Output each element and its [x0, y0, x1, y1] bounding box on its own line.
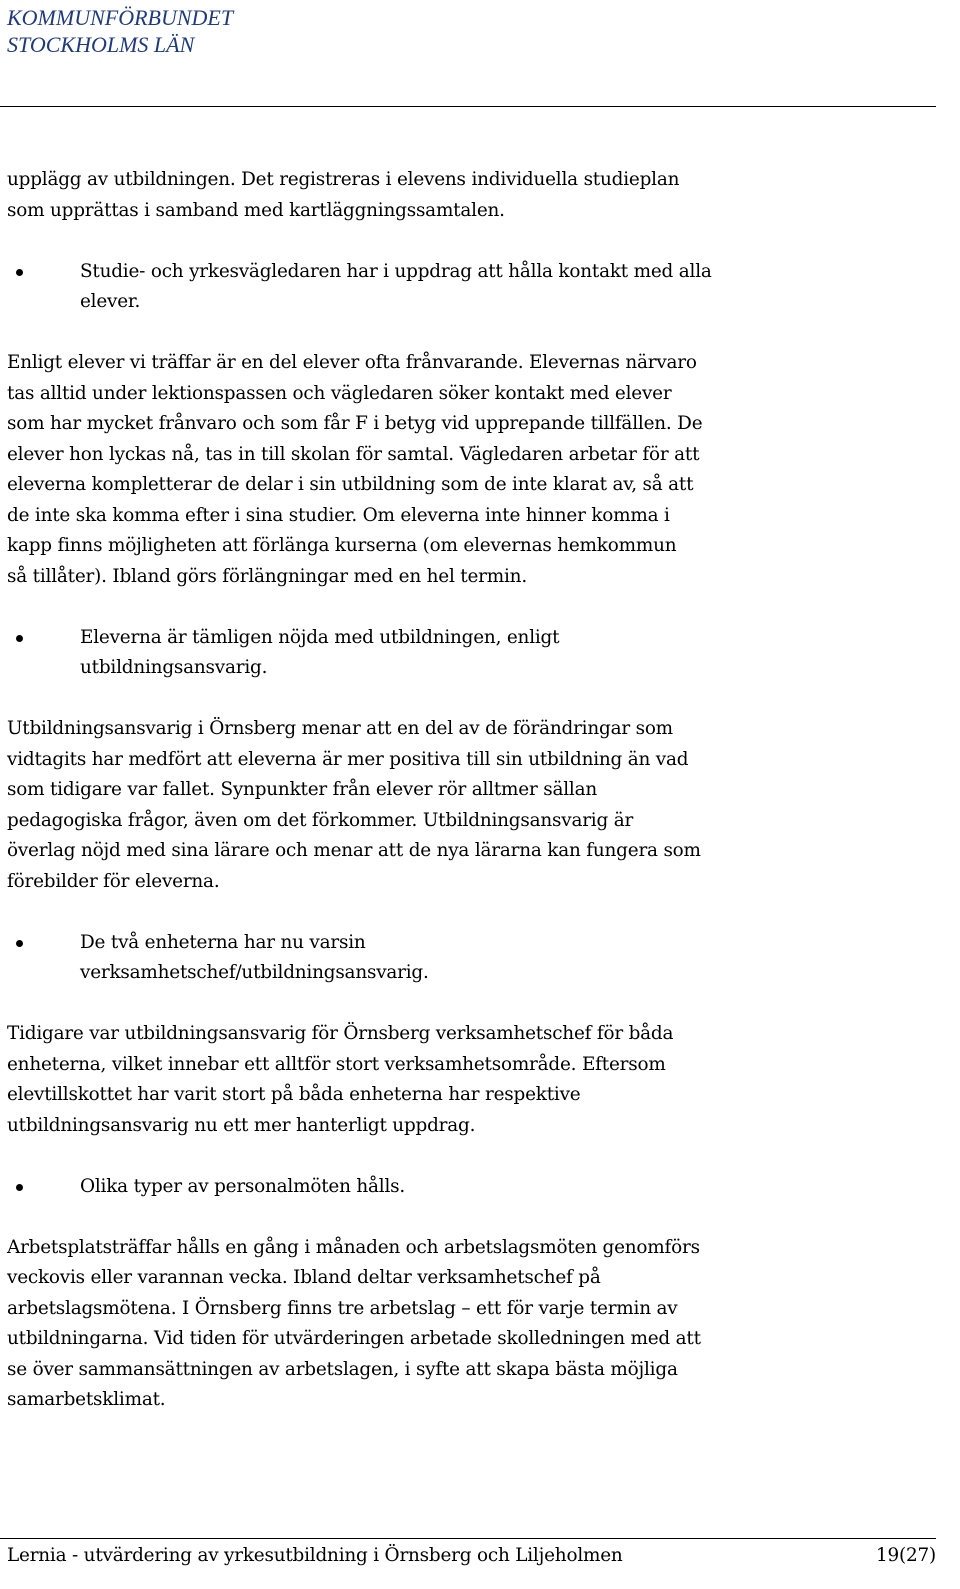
text-line: De två enheterna har nu varsin: [80, 931, 366, 953]
bullet-dot-icon: [16, 1184, 23, 1191]
text-line: pedagogiska frågor, även om det förkommer. Utbildningsansvarig är: [7, 809, 634, 831]
paragraph-previous-management: [7, 1019, 937, 1141]
text-line: överlag nöjd med sina lärare och menar att de nya lärarna kan fungera som: [7, 840, 701, 861]
text-line: verksamhetschef/utbildningsansvarig.: [80, 962, 429, 983]
text-line: så tillåter). Ibland görs förlängningar med en hel termin.: [7, 565, 527, 587]
text-line: se över sammansättningen av arbetslagen, i syfte att skapa bästa möjliga: [7, 1358, 678, 1380]
footer-page-number: 19(27): [876, 1545, 936, 1566]
text-line: som har mycket frånvaro och som får F i betyg vid upprepande tillfällen. De: [7, 413, 703, 434]
text-line: utbildningsansvarig.: [80, 657, 268, 678]
header-org-line-1: KOMMUNFÖRBUNDET: [7, 5, 234, 30]
text-line: kapp finns möjligheten att förlänga kurserna (om elevernas hemkommun: [7, 535, 677, 556]
text-line: eleverna kompletterar de delar i sin utbildning som de inte klarat av, så att: [7, 474, 694, 495]
bullet-dot-icon: [16, 940, 23, 947]
text-line: vidtagits har medfört att eleverna är mer positiva till sin utbildning än vad: [7, 748, 689, 770]
text-line: elever hon lyckas nå, tas in till skolan för samtal. Vägledaren arbetar för att: [7, 443, 700, 465]
text-line: de inte ska komma efter i sina studier. Om eleverna inte hinner komma i: [7, 504, 670, 526]
text-line: elever.: [80, 291, 141, 312]
text-line: samarbetsklimat.: [7, 1389, 166, 1410]
text-line: som tidigare var fallet. Synpunkter från elever rör alltmer sällan: [7, 779, 597, 800]
text-line: Arbetsplatsträffar hålls en gång i månaden och arbetslagsmöten genomförs: [7, 1236, 700, 1258]
text-line: Eleverna är tämligen nöjda med utbildningen, enligt: [80, 626, 560, 648]
text-line: enheterna, vilket innebar ett alltför stort verksamhetsområde. Eftersom: [7, 1053, 666, 1075]
text-line: utbildningsansvarig nu ett mer hanterligt uppdrag.: [7, 1114, 476, 1136]
text-line: elevtillskottet har varit stort på båda enheterna har respektive: [7, 1084, 581, 1105]
text-line: Olika typer av personalmöten hålls.: [80, 1175, 406, 1197]
bullet-staff-meetings: [7, 1172, 937, 1203]
text-line: veckovis eller varannan vecka. Ibland deltar verksamhetschef på: [7, 1267, 601, 1288]
bullet-dot-icon: [16, 269, 23, 276]
text-line: tas alltid under lektionspassen och vägledaren söker kontakt med elever: [7, 382, 672, 404]
header-org-line-2: STOCKHOLMS LÄN: [7, 32, 195, 57]
page-footer: [7, 1541, 936, 1571]
paragraph-study-plan: [7, 165, 937, 226]
bullet-two-units: [7, 928, 937, 989]
text-line: Tidigare var utbildningsansvarig för Örnsberg verksamhetschef för båda: [7, 1023, 674, 1044]
bullet-guidance-counselor: [7, 257, 937, 318]
text-line: upplägg av utbildningen. Det registreras i elevens individuella studieplan: [7, 169, 680, 190]
footer-divider: [0, 1538, 936, 1539]
page-header: [7, 4, 507, 58]
text-line: Enligt elever vi träffar är en del elever ofta frånvarande. Elevernas närvaro: [7, 352, 697, 373]
text-line: som upprättas i samband med kartläggningssamtalen.: [7, 199, 505, 221]
document-body: [7, 165, 937, 1446]
footer-document-title: Lernia - utvärdering av yrkesutbildning i Örnsberg och Liljeholmen: [7, 1545, 623, 1566]
bullet-dot-icon: [16, 635, 23, 642]
paragraph-workplace-meetings: [7, 1233, 937, 1416]
text-line: förebilder för eleverna.: [7, 870, 220, 892]
bullet-student-satisfaction: [7, 623, 937, 684]
paragraph-attendance: [7, 348, 937, 592]
text-line: Utbildningsansvarig i Örnsberg menar att en del av de förändringar som: [7, 718, 673, 739]
text-line: arbetslagsmötena. I Örnsberg finns tre arbetslag – ett för varje termin av: [7, 1297, 678, 1319]
paragraph-ornsberg-changes: [7, 714, 937, 897]
header-divider: [0, 106, 936, 107]
text-line: Studie- och yrkesvägledaren har i uppdrag att hålla kontakt med alla: [80, 260, 712, 282]
text-line: utbildningarna. Vid tiden för utvärderingen arbetade skolledningen med att: [7, 1328, 701, 1349]
